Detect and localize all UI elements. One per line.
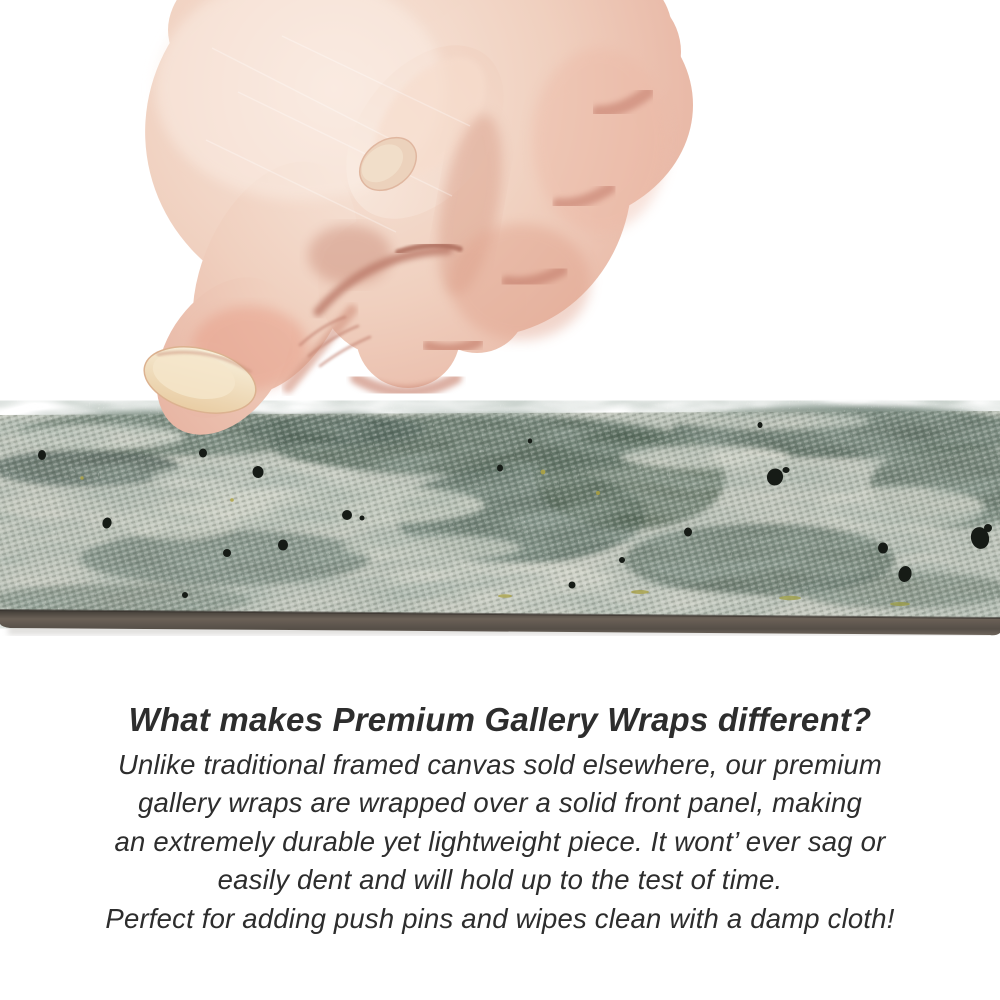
copy-line-4: easily dent and will hold up to the test of time. (217, 864, 783, 896)
copy-heading: What makes Premium Gallery Wraps different? (128, 701, 872, 738)
hand-photo (122, 0, 693, 460)
copy-line-2: gallery wraps are wrapped over a solid front panel, making (138, 787, 862, 819)
marketing-copy (0, 699, 1000, 938)
canvas-strip (0, 406, 1000, 635)
copy-line-5: Perfect for adding push pins and wipes clean with a damp cloth! (105, 902, 895, 934)
copy-line-3: an extremely durable yet lightweight piece. It wont’ ever sag or (114, 825, 886, 857)
copy-line-1: Unlike traditional framed canvas sold elsewhere, our premium (117, 749, 882, 780)
canvas-grain (0, 411, 1000, 618)
